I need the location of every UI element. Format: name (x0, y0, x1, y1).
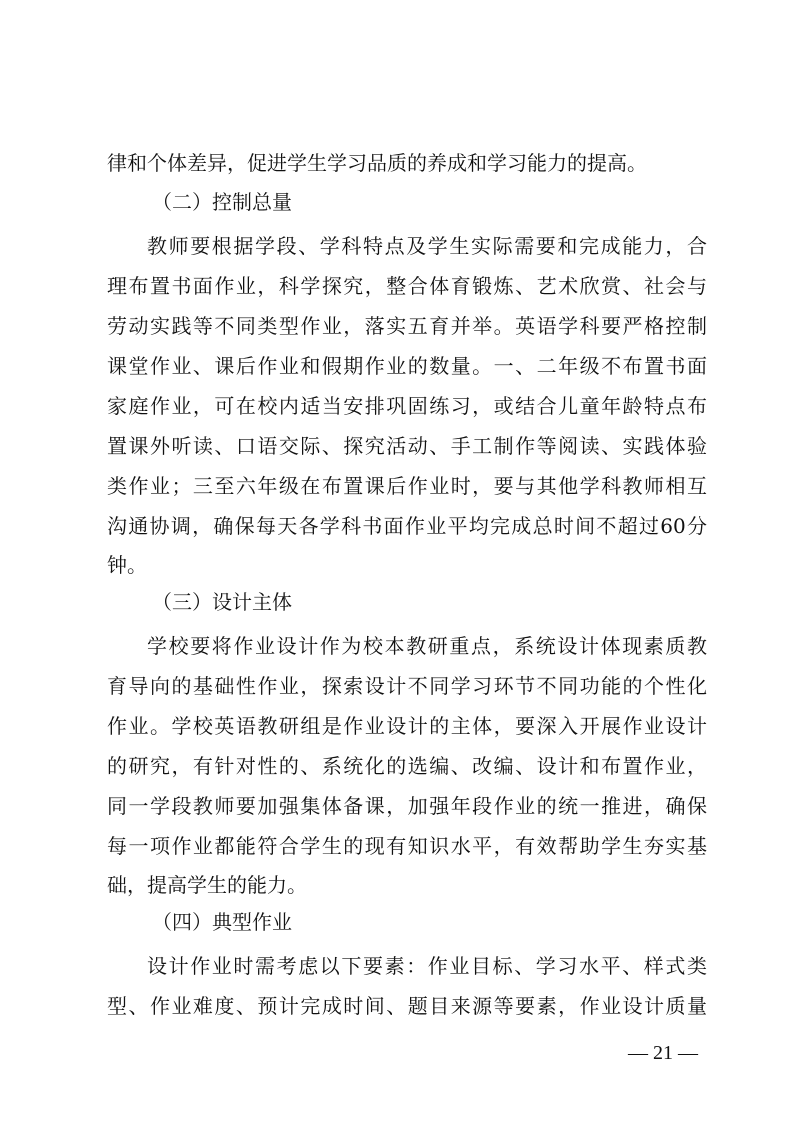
body-text-line: 设计作业时需考虑以下要素：作业目标、学习水平、样式类 (147, 954, 707, 978)
section-heading-2: （二）控制总量 (152, 190, 292, 214)
body-text-line: 学校要将作业设计作为校本教研重点，系统设计体现素质教 (147, 634, 707, 658)
body-text-line: 钟。 (107, 553, 147, 577)
body-text-line: 作业。学校英语教研组是作业设计的主体，要深入开展作业设计 (107, 714, 707, 738)
body-text-line: 理布置书面作业，科学探究，整合体育锻炼、艺术欣赏、社会与 (107, 274, 707, 298)
section-heading-3: （三）设计主体 (152, 590, 292, 614)
body-text-line: 育导向的基础性作业，探索设计不同学习环节不同功能的个性化 (107, 674, 707, 698)
body-text-line: 础，提高学生的能力。 (107, 873, 307, 897)
body-text-line: 置课外听读、口语交际、探究活动、手工制作等阅读、实践体验 (107, 434, 707, 458)
body-text-line: 类作业；三至六年级在布置课后作业时，要与其他学科教师相互 (107, 474, 707, 498)
body-text-line: 律和个体差异，促进学生学习品质的养成和学习能力的提高。 (107, 151, 647, 175)
body-text-line: 沟通协调，确保每天各学科书面作业平均完成总时间不超过60分 (107, 514, 707, 538)
body-text-line: 劳动实践等不同类型作业，落实五育并举。英语学科要严格控制 (107, 314, 707, 338)
body-text-line: 每一项作业都能符合学生的现有知识水平，有效帮助学生夯实基 (107, 834, 707, 858)
body-text-line: 课堂作业、课后作业和假期作业的数量。一、二年级不布置书面 (107, 354, 707, 378)
body-text-line: 家庭作业，可在校内适当安排巩固练习，或结合儿童年龄特点布 (107, 394, 707, 418)
body-text-line: 型、作业难度、预计完成时间、题目来源等要素，作业设计质量 (107, 994, 707, 1018)
body-text-line: 的研究，有针对性的、系统化的选编、改编、设计和布置作业， (107, 754, 707, 778)
section-heading-4: （四）典型作业 (152, 910, 292, 934)
body-text-line: 教师要根据学段、学科特点及学生实际需要和完成能力，合 (147, 234, 707, 258)
body-text-line: 同一学段教师要加强集体备课，加强年段作业的统一推进，确保 (107, 794, 707, 818)
page-number: — 21 — (628, 1042, 698, 1064)
